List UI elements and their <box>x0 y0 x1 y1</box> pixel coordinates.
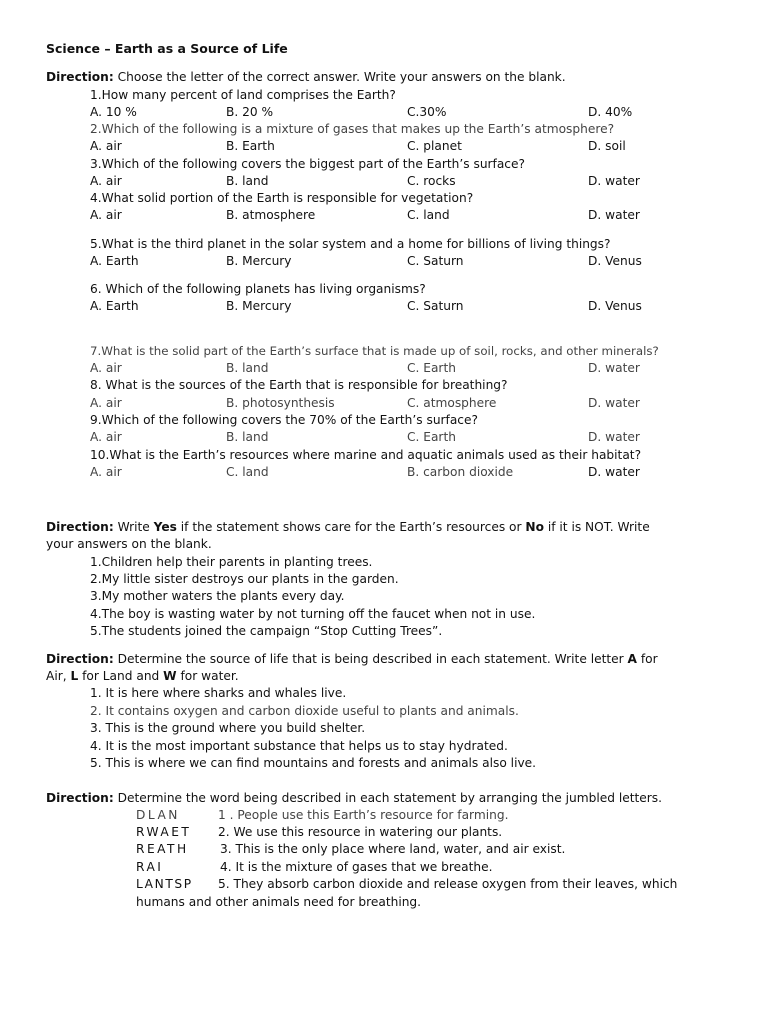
option-d: D. water <box>588 208 640 222</box>
option-c: C. Saturn <box>407 254 464 268</box>
water-letter: W <box>163 669 177 683</box>
statement-5: 5.The students joined the campaign “Stop Cutting Trees”. <box>90 624 443 638</box>
description-1: 1. It is here where sharks and whales live. <box>90 686 347 700</box>
direction-text: Write <box>113 520 154 534</box>
option-c: C. rocks <box>407 174 456 188</box>
jumbled-clue-5: 5. They absorb carbon dioxide and release oxygen from their leaves, which <box>218 877 678 891</box>
description-4: 4. It is the most important substance that helps us to stay hydrated. <box>90 739 508 753</box>
option-d: D. water <box>588 430 640 444</box>
option-b: B. 20 % <box>226 105 274 119</box>
question-1: 1.How many percent of land comprises the Earth? <box>90 88 396 102</box>
option-a: A. air <box>90 208 122 222</box>
jumbled-word-5: LANTSP <box>136 877 193 891</box>
direction-label: Direction: <box>46 652 114 666</box>
option-d: D. soil <box>588 139 626 153</box>
option-b: B. land <box>226 361 269 375</box>
statement-1: 1.Children help their parents in planting trees. <box>90 555 373 569</box>
air-letter: A <box>627 652 637 666</box>
option-c: C. Earth <box>407 430 456 444</box>
part1-direction <box>46 69 566 85</box>
option-a: A. 10 % <box>90 105 137 119</box>
options-3 <box>90 173 690 189</box>
part3-direction-line2 <box>46 668 239 684</box>
description-2: 2. It contains oxygen and carbon dioxide useful to plants and animals. <box>90 704 519 718</box>
option-b: B. Earth <box>226 139 275 153</box>
jumbled-word-4: RAI <box>136 860 164 874</box>
question-4: 4.What solid portion of the Earth is responsible for vegetation? <box>90 191 474 205</box>
yes-keyword: Yes <box>153 520 177 534</box>
question-7: 7.What is the solid part of the Earth’s surface that is made up of soil, rocks, and other minerals? <box>90 344 659 358</box>
option-b: B. carbon dioxide <box>407 465 514 479</box>
option-a: A. air <box>90 139 122 153</box>
land-letter: L <box>70 669 79 683</box>
jumbled-clue-4: 4. It is the mixture of gases that we breathe. <box>220 860 493 874</box>
statement-3: 3.My mother waters the plants every day. <box>90 589 345 603</box>
jumbled-clue-1: 1 . People use this Earth’s resource for farming. <box>218 808 509 822</box>
direction-text: Determine the source of life that is being described in each statement. Write letter <box>113 652 628 666</box>
description-5: 5. This is where we can find mountains and forests and animals also live. <box>90 756 537 770</box>
options-1 <box>90 104 690 120</box>
option-a: A. air <box>90 465 122 479</box>
direction-text: Choose the letter of the correct answer. Write your answers on the blank. <box>113 70 566 84</box>
option-b: B. Mercury <box>226 299 292 313</box>
jumbled-clue-3: 3. This is the only place where land, water, and air exist. <box>220 842 566 856</box>
option-a: A. Earth <box>90 254 139 268</box>
part3-direction <box>46 651 658 667</box>
options-7 <box>90 360 690 376</box>
option-d: D. water <box>588 361 640 375</box>
option-b: B. atmosphere <box>226 208 316 222</box>
jumbled-clue-5-continued: humans and other animals need for breathing. <box>136 895 422 909</box>
direction-text: for <box>636 652 658 666</box>
direction-text: if the statement shows care for the Earth’s resources or <box>176 520 526 534</box>
jumbled-word-2: RWAET <box>136 825 192 839</box>
option-c: C. land <box>407 208 450 222</box>
options-6 <box>90 298 690 314</box>
option-c: C. Saturn <box>407 299 464 313</box>
option-b: B. land <box>226 430 269 444</box>
option-a: A. air <box>90 361 122 375</box>
question-8: 8. What is the sources of the Earth that is responsible for breathing? <box>90 378 508 392</box>
direction-text: for Land and <box>78 669 164 683</box>
direction-text: if it is NOT. Write <box>543 520 650 534</box>
option-b: B. Mercury <box>226 254 292 268</box>
option-d: D. Venus <box>588 254 642 268</box>
option-c: C. planet <box>407 139 462 153</box>
statement-4: 4.The boy is wasting water by not turning off the faucet when not in use. <box>90 607 536 621</box>
direction-text: Determine the word being described in each statement by arranging the jumbled letters. <box>113 791 662 805</box>
option-a: A. air <box>90 174 122 188</box>
part2-direction-line2: your answers on the blank. <box>46 537 212 551</box>
option-a: A. Earth <box>90 299 139 313</box>
options-9 <box>90 429 690 445</box>
description-3: 3. This is the ground where you build shelter. <box>90 721 366 735</box>
worksheet-title: Science – Earth as a Source of Life <box>46 41 288 56</box>
options-5 <box>90 253 690 269</box>
options-2 <box>90 138 690 154</box>
question-9: 9.Which of the following covers the 70% of the Earth’s surface? <box>90 413 478 427</box>
option-d: D. water <box>588 465 640 479</box>
no-keyword: No <box>525 520 544 534</box>
option-c: C. atmosphere <box>407 396 497 410</box>
jumbled-word-1: DLAN <box>136 808 180 822</box>
jumbled-word-3: REATH <box>136 842 189 856</box>
option-d: D. water <box>588 174 640 188</box>
direction-label: Direction: <box>46 791 114 805</box>
options-4 <box>90 207 690 223</box>
option-d: D. water <box>588 396 640 410</box>
direction-text: Air, <box>46 669 71 683</box>
jumbled-clue-2: 2. We use this resource in watering our plants. <box>218 825 503 839</box>
option-b: B. photosynthesis <box>226 396 335 410</box>
question-2: 2.Which of the following is a mixture of gases that makes up the Earth’s atmosphere? <box>90 122 615 136</box>
option-d: D. 40% <box>588 105 633 119</box>
options-8 <box>90 395 690 411</box>
option-b: B. land <box>226 174 269 188</box>
direction-text: for water. <box>176 669 239 683</box>
question-10: 10.What is the Earth’s resources where marine and aquatic animals used as their habitat? <box>90 448 642 462</box>
question-3: 3.Which of the following covers the biggest part of the Earth’s surface? <box>90 157 525 171</box>
option-d: D. Venus <box>588 299 642 313</box>
statement-2: 2.My little sister destroys our plants in the garden. <box>90 572 399 586</box>
option-a: A. air <box>90 396 122 410</box>
option-a: A. air <box>90 430 122 444</box>
option-c: C.30% <box>407 105 447 119</box>
part4-direction <box>46 790 662 806</box>
part2-direction <box>46 519 650 535</box>
option-c: C. land <box>226 465 269 479</box>
direction-label: Direction: <box>46 520 114 534</box>
direction-label: Direction: <box>46 70 114 84</box>
options-10 <box>90 464 690 480</box>
option-c: C. Earth <box>407 361 456 375</box>
question-5: 5.What is the third planet in the solar system and a home for billions of living things? <box>90 237 611 251</box>
question-6: 6. Which of the following planets has living organisms? <box>90 282 426 296</box>
